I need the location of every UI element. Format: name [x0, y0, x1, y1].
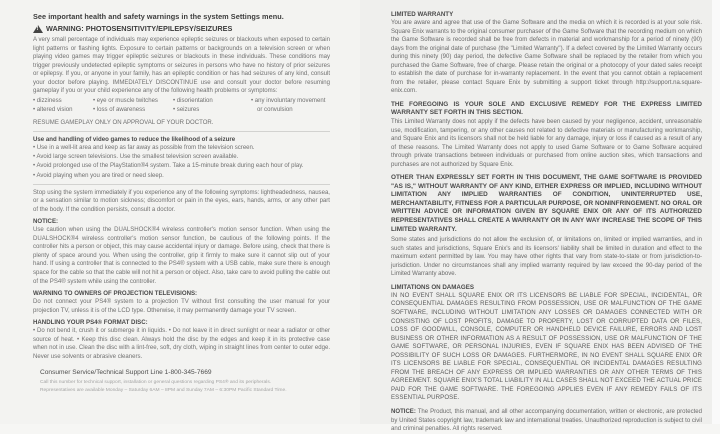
symptom-item: • seizures [173, 107, 200, 114]
warning-triangle-icon [33, 25, 43, 33]
use-handling-item: • Avoid playing when you are tired or need sleep. [33, 172, 164, 179]
use-handling-heading: Use and handling of video games to reduce the likelihood of a seizure [33, 136, 236, 144]
symptom-item: or convulsion [257, 107, 293, 114]
use-handling-item: • Use in a well-lit area and keep as far away as possible from the television screen. [33, 145, 255, 152]
symptom-column [173, 97, 251, 115]
support-box [33, 369, 330, 395]
disc-handling-body: • Do not bend it, crush it or submerge it in liquids. • Do not leave it in direct sunlight or near a radiator or other source of heat. • Keep this disc clean. Always hold the disc by the edges and keep it in its protective case when not in use. Clean the disc with a lint-free, soft, dry cloth, wiping in straight lines from center to outer edge. Never use solvents or abrasive cleaners. [33, 328, 330, 360]
exclusive-remedy-heading: THE FOREGOING IS YOUR SOLE AND EXCLUSIVE REMEDY FOR THE EXPRESS LIMITED WARRANTY SET FORTH IN THIS SECTION. [391, 100, 702, 117]
exclusive-remedy-body: This Limited Warranty does not apply if the defects have been caused by your negligence, accident, unreasonable use, modification, tampering, or any other causes not related to defective materials or manufacturing workmanship, and Square Enix and its licensors shall not be held liable for any damage, injury or loss if caused as a result of any of these reasons. The Limited Warranty does not apply to used Game Software or to Game Software acquired through private transactions between individuals or purchased from online auction sites, which transactions and purchases are not authorized by Square Enix. [391, 119, 702, 168]
support-info: Call this number for technical support, installation or general questions regarding PS4® and its peripherals. [40, 380, 272, 386]
symptom-item: • disorientation [173, 97, 213, 104]
symptom-column [93, 97, 173, 115]
projection-tv-heading: WARNING TO OWNERS OF PROJECTION TELEVISIONS: [33, 290, 198, 298]
projection-tv-body: Do not connect your PS4® system to a projection TV without first consulting the user manual for your projection TV, unless it is of the LCD type. Otherwise, it may permanently damage your TV screen. [33, 299, 330, 314]
photosensitivity-warning-title [33, 24, 330, 33]
limited-warranty-body: You are aware and agree that use of the Game Software and the media on which it is recorded is at your sole risk. Square Enix warrants to the original consumer purchaser of the Game Software that the recording medium on which the Game Software is recorded shall be free from defects in material and workmanship for a period of ninety (90) days from the original date of purchase (the "Limited Warranty"). If a defect covered by the Limited Warranty occurs during this ninety (90) day period, the defective Game Software shall be replaced by the retailer from which you purchased the Game Software, free of charge. Please retain the original or a photocopy of your dated sales receipt to establish the date of purchase for in-warranty replacement. In the event that you cannot obtain a replacement from the retailer, please contact Square Enix by submitting a support ticket through http://support.na.square-enix.com. [391, 20, 702, 95]
symptom-item: • any involuntary movement [251, 97, 326, 104]
symptoms-list [33, 97, 330, 115]
divider [33, 184, 330, 185]
symptom-item: • altered vision [33, 107, 73, 114]
as-is-disclaimer: OTHER THAN EXPRESSLY SET FORTH IN THIS DOCUMENT, THE GAME SOFTWARE IS PROVIDED "AS IS," WITHOUT WARRANTY OF ANY KIND, EITHER EXPRESS OR IMPLIED, INCLUDING WITHOUT LIMITATION ANY IMPLIED WARRANTIES OF CONDITION, UNINTERRUPTED USE, MERCHANTABILITY, FITNESS FOR A PARTICULAR PURPOSE, OR NONINFRINGEMENT. NO ORAL OR WRITTEN ADVICE OR INFORMATION GIVEN BY SQUARE ENIX OR ANY OF ITS AUTHORIZED REPRESENTATIVES SHALL CREATE A WARRANTY OR IN ANY WAY INCREASE THE SCOPE OF THIS LIMITED WARRANTY. [391, 174, 702, 233]
use-handling-item: • Avoid large screen televisions. Use the smallest television screen available. [33, 154, 239, 161]
limited-warranty-heading: LIMITED WARRANTY [391, 11, 454, 18]
notice-body: Use caution when using the DUALSHOCK®4 wireless controller's motion sensor function. When using the DUALSHOCK®4 wireless controller's motion sensor function, be cautious of the following points. If the controller hits a person or object, this may cause accidental injury or damage. Before using, check that there is plenty of space around you. When using the controller, grip it firmly to make sure it cannot slip out of your hand. If using a controller that is connected to the PS4® system with a USB cable, make sure there is enough space for the cable so that the cable will not hit a person or object. Also, take care to avoid pulling the cable out of the PS4® system while using the controller. [33, 227, 330, 285]
divider [33, 131, 330, 132]
resume-gameplay-text: RESUME GAMEPLAY ONLY ON APPROVAL OF YOUR DOCTOR. [33, 120, 214, 127]
copyright-notice [391, 408, 702, 434]
copyright-notice-body: The Product, this manual, and all other accompanying documentation, written or electronic, are protected by United States copyright law, trademark law and international treaties. Unauthorized reproduction is subject to civil and criminal penalties. All rights reserved. [391, 408, 702, 433]
left-page [0, 0, 360, 424]
symptom-item: • dizziness [33, 97, 62, 104]
copyright-notice-label: NOTICE: [391, 408, 416, 415]
page-edge [712, 0, 720, 424]
use-handling-list [33, 144, 330, 180]
use-handling-item: • Avoid prolonged use of the PlayStation®4 system. Take a 15-minute break during each hour of play. [33, 163, 304, 170]
symptom-item: • loss of awareness [93, 107, 146, 114]
right-page [360, 0, 712, 433]
symptom-column [251, 97, 330, 115]
support-line-title: Consumer Service/Technical Support Line 1-800-345-7669 [40, 369, 212, 377]
settings-warning-header: See important health and safety warnings in the system Settings menu. [33, 12, 284, 21]
warning-title-text: WARNING: PHOTOSENSITIVITY/EPILEPSY/SEIZURES [46, 24, 233, 33]
disc-handling-heading: HANDLING YOUR PS4® FORMAT DISC: [33, 319, 148, 327]
limitations-on-damages-body: IN NO EVENT SHALL SQUARE ENIX OR ITS LICENSORS BE LIABLE FOR SPECIAL, INCIDENTAL, OR CONSEQUENTIAL DAMAGES RESULTING FROM POSSESSION, USE OR MALFUNCTION OF THE GAME SOFTWARE, INCLUDING WITHOUT LIMITATION ANY LOSSES OR DAMAGES CONNECTED WITH OR CONSISTING OF LOST PROFITS, DAMAGE TO PROPERTY, LOST OR CORRUPTED DATA OR FILES, LOSS OF GOODWILL, CONSOLE, COMPUTER OR HANDHELD DEVICE FAILURE, ERRORS AND LOST BUSINESS OR OTHER INFORMATION AS A RESULT OF POSSESSION, USE OR MALFUNCTION OF THE GAME SOFTWARE, OR PERSONAL INJURIES, EVEN IF SQUARE ENIX HAS BEEN ADVISED OF THE POSSIBILITY OF SUCH LOSS OR DAMAGES. FURTHERMORE, IN NO EVENT SHALL SQUARE ENIX OR ITS LICENSORS BE LIABLE FOR SPECIAL, CONSEQUENTIAL OR INCIDENTAL DAMAGES RESULTING FROM THE BREACH OF ANY EXPRESS OR IMPLIED WARRANTIES OR ANY OTHER TERMS OF THIS AGREEMENT. SQUARE ENIX'S TOTAL LIABILITY IN ALL CASES SHALL NOT EXCEED THE ACTUAL PRICE PAID FOR THE GAME SOFTWARE. THE FOREGOING APPLIES EVEN IF ANY REMEDY FAILS OF ITS ESSENTIAL PURPOSE. [391, 291, 702, 402]
limitations-on-damages-heading: LIMITATIONS ON DAMAGES [391, 283, 474, 291]
symptom-column [33, 97, 93, 115]
support-hours: Representatives are available Monday – Saturday 6AM – 8PM and Sunday 7AM – 6:30PM Pacific Standard Time. [40, 388, 287, 394]
state-jurisdiction-text: Some states and jurisdictions do not allow the exclusion of, or limitations on, limited or implied warranties, and in such states and jurisdictions, Square Enix's and its licensors' liability shall be limited in duration and effect to the maximum extent permitted by law. You may have other rights that vary from state-to-state or from jurisdiction-to-jurisdiction. Under no circumstances shall any implied warranty required by law exceed the 90-day period of the Limited Warranty above. [391, 237, 702, 278]
stop-using-text: Stop using the system immediately if you experience any of the following symptoms: lightheadedness, nausea, or a sensation similar to motion sickness; discomfort or pain in the eyes, ears, hands, arms, or any other part of the body. If the condition persists, consult a doctor. [33, 189, 330, 213]
symptom-item: • eye or muscle twitches [93, 97, 158, 104]
notice-heading: NOTICE: [33, 218, 59, 226]
warning-body: A very small percentage of individuals may experience epileptic seizures or blackouts when exposed to certain light patterns or flashing lights. Exposure to certain patterns or backgrounds on a television screen or when playing video games may trigger epileptic seizures or blackouts in these individuals. These conditions may trigger previously undetected epileptic symptoms or seizures in persons who have no history of prior seizures or epilepsy. If you, or anyone in your family, has an epileptic condition or has had seizures of any kind, consult your doctor before playing. IMMEDIATELY DISCONTINUE use and consult your doctor before resuming gameplay if you or your child experience any of the following health problems or symptoms: [33, 37, 330, 95]
